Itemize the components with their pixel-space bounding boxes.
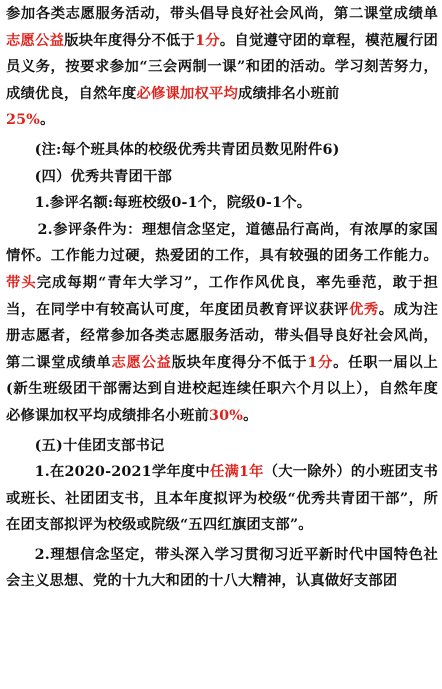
text: 成绩排名小班前	[237, 85, 340, 102]
text: 。自觉遵守团的章程，模范履行团员义务，按要求参加“三会两制一课”和团的活动。学习刻苦努力，成绩优良，自然年度	[6, 32, 438, 102]
section-heading-excellent-cadres: (四）优秀共青团干部	[34, 168, 173, 185]
highlight-volunteer-public-welfare: 志愿公益	[111, 354, 172, 371]
secretary-condition-1	[6, 459, 438, 539]
text: 。	[40, 112, 55, 129]
highlight-weighted-average: 必修课加权平均	[136, 85, 238, 102]
text: 。任职一届以上(新生班级团干部需达到自进校起连续任职六个月以上），自然年度必修课加权平均成绩排名小班前	[6, 354, 438, 424]
highlight-rank-percent: 30%	[208, 407, 244, 424]
text: 2.参评条件为：理想信念坚定，道德品行高尚，有浓厚的家国情怀。工作能力过硬，热爱团的工作，具有较强的团务工作能力。	[6, 221, 438, 265]
quota-item: 1.参评名额:每班校级0-1个，院级0-1个。	[34, 195, 312, 212]
highlight-score-threshold: 1分	[195, 32, 220, 49]
text: 。	[243, 407, 258, 424]
text: 完成每期“青年大学习”，工作作风优良，率先垂范，敢于担当，在同学中有较高认可度，年度团员教育评议获评	[6, 274, 438, 318]
text: 版块年度得分不低于	[64, 32, 196, 49]
secretary-condition-2: 2.理想信念坚定，带头深入学习贯彻习近平新时代中国特色社会主义思想、党的十九大和团的十八大精神，认真做好支部团	[6, 546, 438, 590]
conditions-item	[6, 217, 438, 430]
highlight-full-term: 任满1年	[209, 464, 264, 481]
text: 版块年度得分不低于	[171, 354, 308, 371]
text: 参加各类志愿服务活动，带头倡导良好社会风尚，第二课堂成绩单	[6, 6, 438, 22]
highlight-score-threshold: 1分	[307, 354, 334, 371]
highlight-volunteer-public-welfare: 志愿公益	[6, 32, 65, 49]
text: 。成为注册志愿者，经常参加各类志愿服务活动，带头倡导良好社会风尚，第二课堂成绩单	[6, 301, 438, 371]
note-attachment: (注:每个班具体的校级优秀共青团员数见附件6)	[34, 141, 340, 158]
paragraph-requirements-members	[6, 1, 438, 134]
highlight-excellent: 优秀	[348, 301, 379, 318]
highlight-rank-percent: 25%	[6, 112, 41, 129]
text: （大一除外）的小班团支书或班长、社团团支书，且本年度拟评为校级“优秀共青团干部”，所在团支部拟评为校级或院级“五四红旗团支部”。	[6, 464, 439, 534]
text: 1.在2020-2021学年度中	[34, 464, 210, 481]
section-heading-top-ten-secretaries: (五)十佳团支部书记	[34, 437, 165, 454]
highlight-take-lead: 带头	[6, 274, 37, 291]
